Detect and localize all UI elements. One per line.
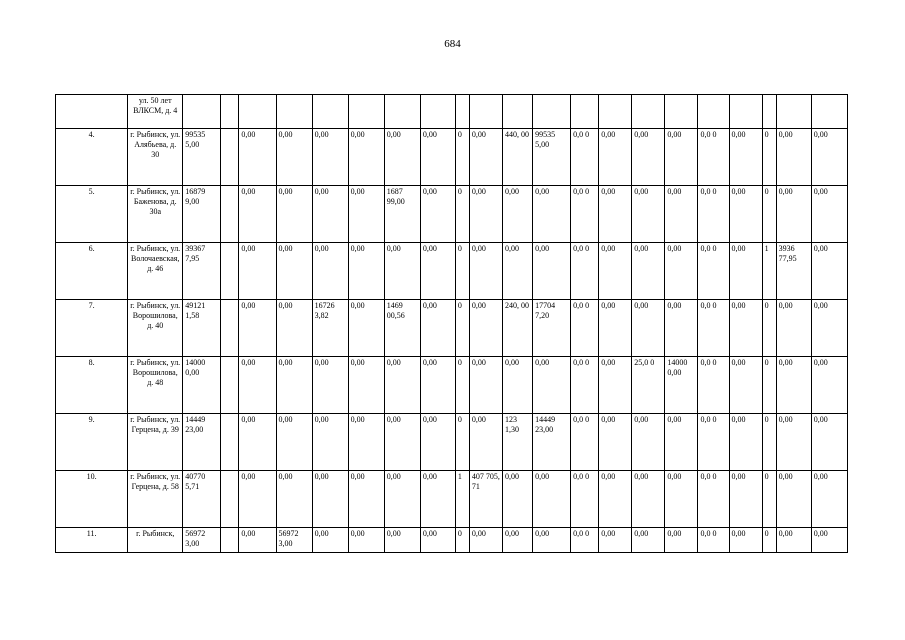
row-number-cell: 9.	[56, 414, 128, 471]
value-cell: 17704 7,20	[533, 300, 571, 357]
value-cell: 0,00	[811, 300, 847, 357]
value-cell: 0,00	[469, 243, 502, 300]
value-cell: 0,00	[239, 528, 276, 553]
table-row	[56, 129, 848, 186]
value-cell: 99535 5,00	[183, 129, 221, 186]
value-cell: 0,00	[811, 414, 847, 471]
value-cell: 0,00	[665, 414, 698, 471]
value-cell	[183, 95, 221, 129]
value-cell: 25,0 0	[632, 357, 665, 414]
value-cell: 0,00	[665, 129, 698, 186]
value-cell: 0,00	[312, 186, 348, 243]
value-cell	[221, 357, 239, 414]
value-cell: 0,00	[776, 414, 811, 471]
table-row	[56, 186, 848, 243]
address-cell: г. Рыбинск, ул. Герцена, д. 39	[128, 414, 183, 471]
value-cell	[571, 95, 599, 129]
value-cell: 0	[762, 357, 776, 414]
value-cell: 0,0 0	[698, 300, 729, 357]
value-cell: 1	[455, 471, 469, 528]
table-row	[56, 95, 848, 129]
value-cell: 0,00	[533, 528, 571, 553]
value-cell: 0,00	[533, 357, 571, 414]
value-cell: 0,00	[729, 414, 762, 471]
row-number-cell: 7.	[56, 300, 128, 357]
value-cell: 0,0 0	[698, 528, 729, 553]
value-cell: 0	[455, 129, 469, 186]
value-cell: 0,00	[312, 129, 348, 186]
value-cell: 0,00	[811, 357, 847, 414]
value-cell: 0	[455, 243, 469, 300]
value-cell: 56972 3,00	[183, 528, 221, 553]
value-cell	[239, 95, 276, 129]
value-cell: 14449 23,00	[533, 414, 571, 471]
value-cell: 0,00	[348, 300, 384, 357]
value-cell: 49121 1,58	[183, 300, 221, 357]
value-cell	[221, 414, 239, 471]
value-cell: 0,00	[632, 243, 665, 300]
value-cell	[533, 95, 571, 129]
value-cell: 1469 00,56	[384, 300, 420, 357]
address-cell: г. Рыбинск, ул. Ворошилова, д. 40	[128, 300, 183, 357]
value-cell: 99535 5,00	[533, 129, 571, 186]
value-cell: 0,00	[776, 528, 811, 553]
row-number-cell: 5.	[56, 186, 128, 243]
page-number: 684	[444, 38, 461, 50]
value-cell	[221, 300, 239, 357]
value-cell	[776, 95, 811, 129]
value-cell: 0,00	[276, 243, 312, 300]
value-cell: 0	[455, 528, 469, 553]
value-cell: 0,00	[312, 357, 348, 414]
value-cell: 0	[455, 357, 469, 414]
value-cell: 0,00	[632, 129, 665, 186]
value-cell: 1687 99,00	[384, 186, 420, 243]
value-cell: 0,0 0	[698, 186, 729, 243]
row-number-cell	[56, 95, 128, 129]
value-cell: 0,00	[729, 528, 762, 553]
value-cell: 0,00	[420, 528, 455, 553]
value-cell: 0,00	[384, 243, 420, 300]
value-cell: 0,00	[276, 129, 312, 186]
value-cell: 0,00	[776, 357, 811, 414]
value-cell: 0,00	[533, 186, 571, 243]
value-cell: 14000 0,00	[665, 357, 698, 414]
value-cell	[221, 129, 239, 186]
value-cell: 0,00	[632, 414, 665, 471]
value-cell: 0,00	[239, 471, 276, 528]
value-cell: 0,0 0	[698, 129, 729, 186]
value-cell: 0	[762, 471, 776, 528]
value-cell: 39367 7,95	[183, 243, 221, 300]
value-cell	[221, 243, 239, 300]
row-number-cell: 11.	[56, 528, 128, 553]
value-cell: 0,00	[776, 300, 811, 357]
value-cell: 0,00	[384, 357, 420, 414]
value-cell: 0,00	[503, 186, 533, 243]
value-cell: 0,0 0	[571, 528, 599, 553]
value-cell: 0,00	[276, 471, 312, 528]
value-cell: 0,0 0	[571, 243, 599, 300]
address-cell: г. Рыбинск, ул. Алябьева, д. 30	[128, 129, 183, 186]
value-cell: 0,0 0	[571, 186, 599, 243]
value-cell: 0,00	[632, 471, 665, 528]
value-cell: 0,00	[420, 186, 455, 243]
table-row	[56, 357, 848, 414]
value-cell	[503, 95, 533, 129]
value-cell: 0,0 0	[571, 300, 599, 357]
value-cell: 0,00	[599, 129, 632, 186]
value-cell: 0,00	[632, 186, 665, 243]
value-cell: 0,00	[348, 129, 384, 186]
value-cell: 0,00	[729, 186, 762, 243]
value-cell: 0,00	[665, 300, 698, 357]
value-cell: 0,0 0	[698, 243, 729, 300]
value-cell: 407 705, 71	[469, 471, 502, 528]
value-cell: 0,00	[420, 300, 455, 357]
address-cell: г. Рыбинск, ул. Герцена, д. 58	[128, 471, 183, 528]
value-cell: 0,00	[503, 357, 533, 414]
value-cell: 0	[455, 300, 469, 357]
value-cell: 0	[762, 300, 776, 357]
value-cell: 0,00	[665, 471, 698, 528]
value-cell: 0,00	[348, 414, 384, 471]
value-cell: 0,00	[729, 243, 762, 300]
address-cell: ул. 50 лет ВЛКСМ, д. 4	[128, 95, 183, 129]
value-cell	[455, 95, 469, 129]
value-cell	[698, 95, 729, 129]
address-cell: г. Рыбинск, ул. Волочаевская, д. 46	[128, 243, 183, 300]
value-cell: 0	[455, 186, 469, 243]
value-cell: 0,00	[632, 528, 665, 553]
value-cell: 0,00	[776, 129, 811, 186]
value-cell	[221, 186, 239, 243]
value-cell: 0,00	[776, 186, 811, 243]
value-cell: 0,00	[599, 186, 632, 243]
value-cell: 0,00	[348, 243, 384, 300]
value-cell: 0,0 0	[571, 471, 599, 528]
value-cell: 0,00	[599, 300, 632, 357]
value-cell: 0,00	[239, 243, 276, 300]
address-cell: г. Рыбинск, ул. Ворошилова, д. 48	[128, 357, 183, 414]
row-number-cell: 4.	[56, 129, 128, 186]
row-number-cell: 10.	[56, 471, 128, 528]
value-cell: 0,0 0	[698, 471, 729, 528]
value-cell: 0,00	[632, 300, 665, 357]
value-cell: 0,00	[276, 414, 312, 471]
value-cell	[469, 95, 502, 129]
value-cell: 0	[762, 414, 776, 471]
value-cell: 0,00	[599, 528, 632, 553]
register-table	[55, 94, 848, 553]
value-cell	[599, 95, 632, 129]
row-number-cell: 8.	[56, 357, 128, 414]
value-cell: 0,00	[469, 129, 502, 186]
value-cell: 16726 3,82	[312, 300, 348, 357]
value-cell: 0,00	[811, 528, 847, 553]
value-cell: 0	[762, 528, 776, 553]
value-cell: 0,00	[776, 471, 811, 528]
value-cell: 14449 23,00	[183, 414, 221, 471]
value-cell: 0,0 0	[571, 357, 599, 414]
value-cell: 0,00	[503, 471, 533, 528]
value-cell: 0,00	[239, 186, 276, 243]
value-cell: 0,00	[811, 243, 847, 300]
value-cell: 0	[762, 186, 776, 243]
value-cell: 0,00	[420, 414, 455, 471]
value-cell	[221, 528, 239, 553]
value-cell: 0,00	[469, 528, 502, 553]
value-cell: 56972 3,00	[276, 528, 312, 553]
value-cell	[276, 95, 312, 129]
value-cell: 0,00	[420, 243, 455, 300]
value-cell: 0,0 0	[698, 357, 729, 414]
value-cell: 0,0 0	[698, 414, 729, 471]
value-cell: 0,0 0	[571, 414, 599, 471]
value-cell: 1	[762, 243, 776, 300]
value-cell	[221, 471, 239, 528]
value-cell: 0,00	[384, 129, 420, 186]
value-cell: 0,00	[729, 300, 762, 357]
value-cell: 0,00	[348, 471, 384, 528]
value-cell: 0,00	[665, 243, 698, 300]
value-cell: 0,00	[239, 300, 276, 357]
value-cell: 0,00	[420, 471, 455, 528]
table-row	[56, 300, 848, 357]
value-cell: 0,00	[276, 357, 312, 414]
value-cell: 0	[762, 129, 776, 186]
value-cell: 0,00	[348, 357, 384, 414]
value-cell	[632, 95, 665, 129]
value-cell: 123 1,30	[503, 414, 533, 471]
address-cell: г. Рыбинск,	[128, 528, 183, 553]
value-cell: 0,00	[469, 186, 502, 243]
value-cell: 0,00	[665, 186, 698, 243]
value-cell	[420, 95, 455, 129]
value-cell: 0,00	[239, 357, 276, 414]
value-cell	[665, 95, 698, 129]
value-cell: 0,00	[503, 243, 533, 300]
value-cell: 0,00	[469, 300, 502, 357]
value-cell: 0,00	[811, 471, 847, 528]
value-cell: 0,00	[729, 471, 762, 528]
value-cell: 0,00	[348, 528, 384, 553]
value-cell	[312, 95, 348, 129]
value-cell: 0,0 0	[571, 129, 599, 186]
value-cell: 0,00	[420, 357, 455, 414]
value-cell: 440, 00	[503, 129, 533, 186]
value-cell: 40770 5,71	[183, 471, 221, 528]
address-cell: г. Рыбинск, ул. Баженова, д. 30а	[128, 186, 183, 243]
value-cell	[348, 95, 384, 129]
value-cell: 0,00	[276, 300, 312, 357]
value-cell	[811, 95, 847, 129]
table-row	[56, 414, 848, 471]
value-cell: 0,00	[811, 129, 847, 186]
value-cell: 0,00	[599, 357, 632, 414]
value-cell	[762, 95, 776, 129]
value-cell: 0,00	[276, 186, 312, 243]
value-cell: 0,00	[533, 471, 571, 528]
value-cell: 0,00	[312, 471, 348, 528]
value-cell	[729, 95, 762, 129]
value-cell: 0,00	[384, 414, 420, 471]
value-cell: 240, 00	[503, 300, 533, 357]
row-number-cell: 6.	[56, 243, 128, 300]
value-cell: 0,00	[599, 471, 632, 528]
value-cell: 0,00	[503, 528, 533, 553]
value-cell: 0,00	[811, 186, 847, 243]
value-cell: 0,00	[348, 186, 384, 243]
value-cell	[384, 95, 420, 129]
value-cell: 0,00	[239, 414, 276, 471]
value-cell: 0,00	[533, 243, 571, 300]
value-cell: 0,00	[729, 357, 762, 414]
value-cell: 16879 9,00	[183, 186, 221, 243]
value-cell: 0,00	[469, 357, 502, 414]
table-row	[56, 243, 848, 300]
value-cell: 0,00	[469, 414, 502, 471]
value-cell	[221, 95, 239, 129]
value-cell: 0,00	[239, 129, 276, 186]
value-cell: 0,00	[665, 528, 698, 553]
table-row	[56, 471, 848, 528]
table-row	[56, 528, 848, 553]
value-cell: 0,00	[599, 243, 632, 300]
value-cell: 0,00	[384, 528, 420, 553]
value-cell: 3936 77,95	[776, 243, 811, 300]
value-cell: 0,00	[312, 414, 348, 471]
value-cell: 0,00	[384, 471, 420, 528]
value-cell: 14000 0,00	[183, 357, 221, 414]
value-cell: 0,00	[312, 243, 348, 300]
value-cell: 0,00	[420, 129, 455, 186]
value-cell: 0,00	[599, 414, 632, 471]
value-cell: 0,00	[729, 129, 762, 186]
value-cell: 0,00	[312, 528, 348, 553]
value-cell: 0	[455, 414, 469, 471]
